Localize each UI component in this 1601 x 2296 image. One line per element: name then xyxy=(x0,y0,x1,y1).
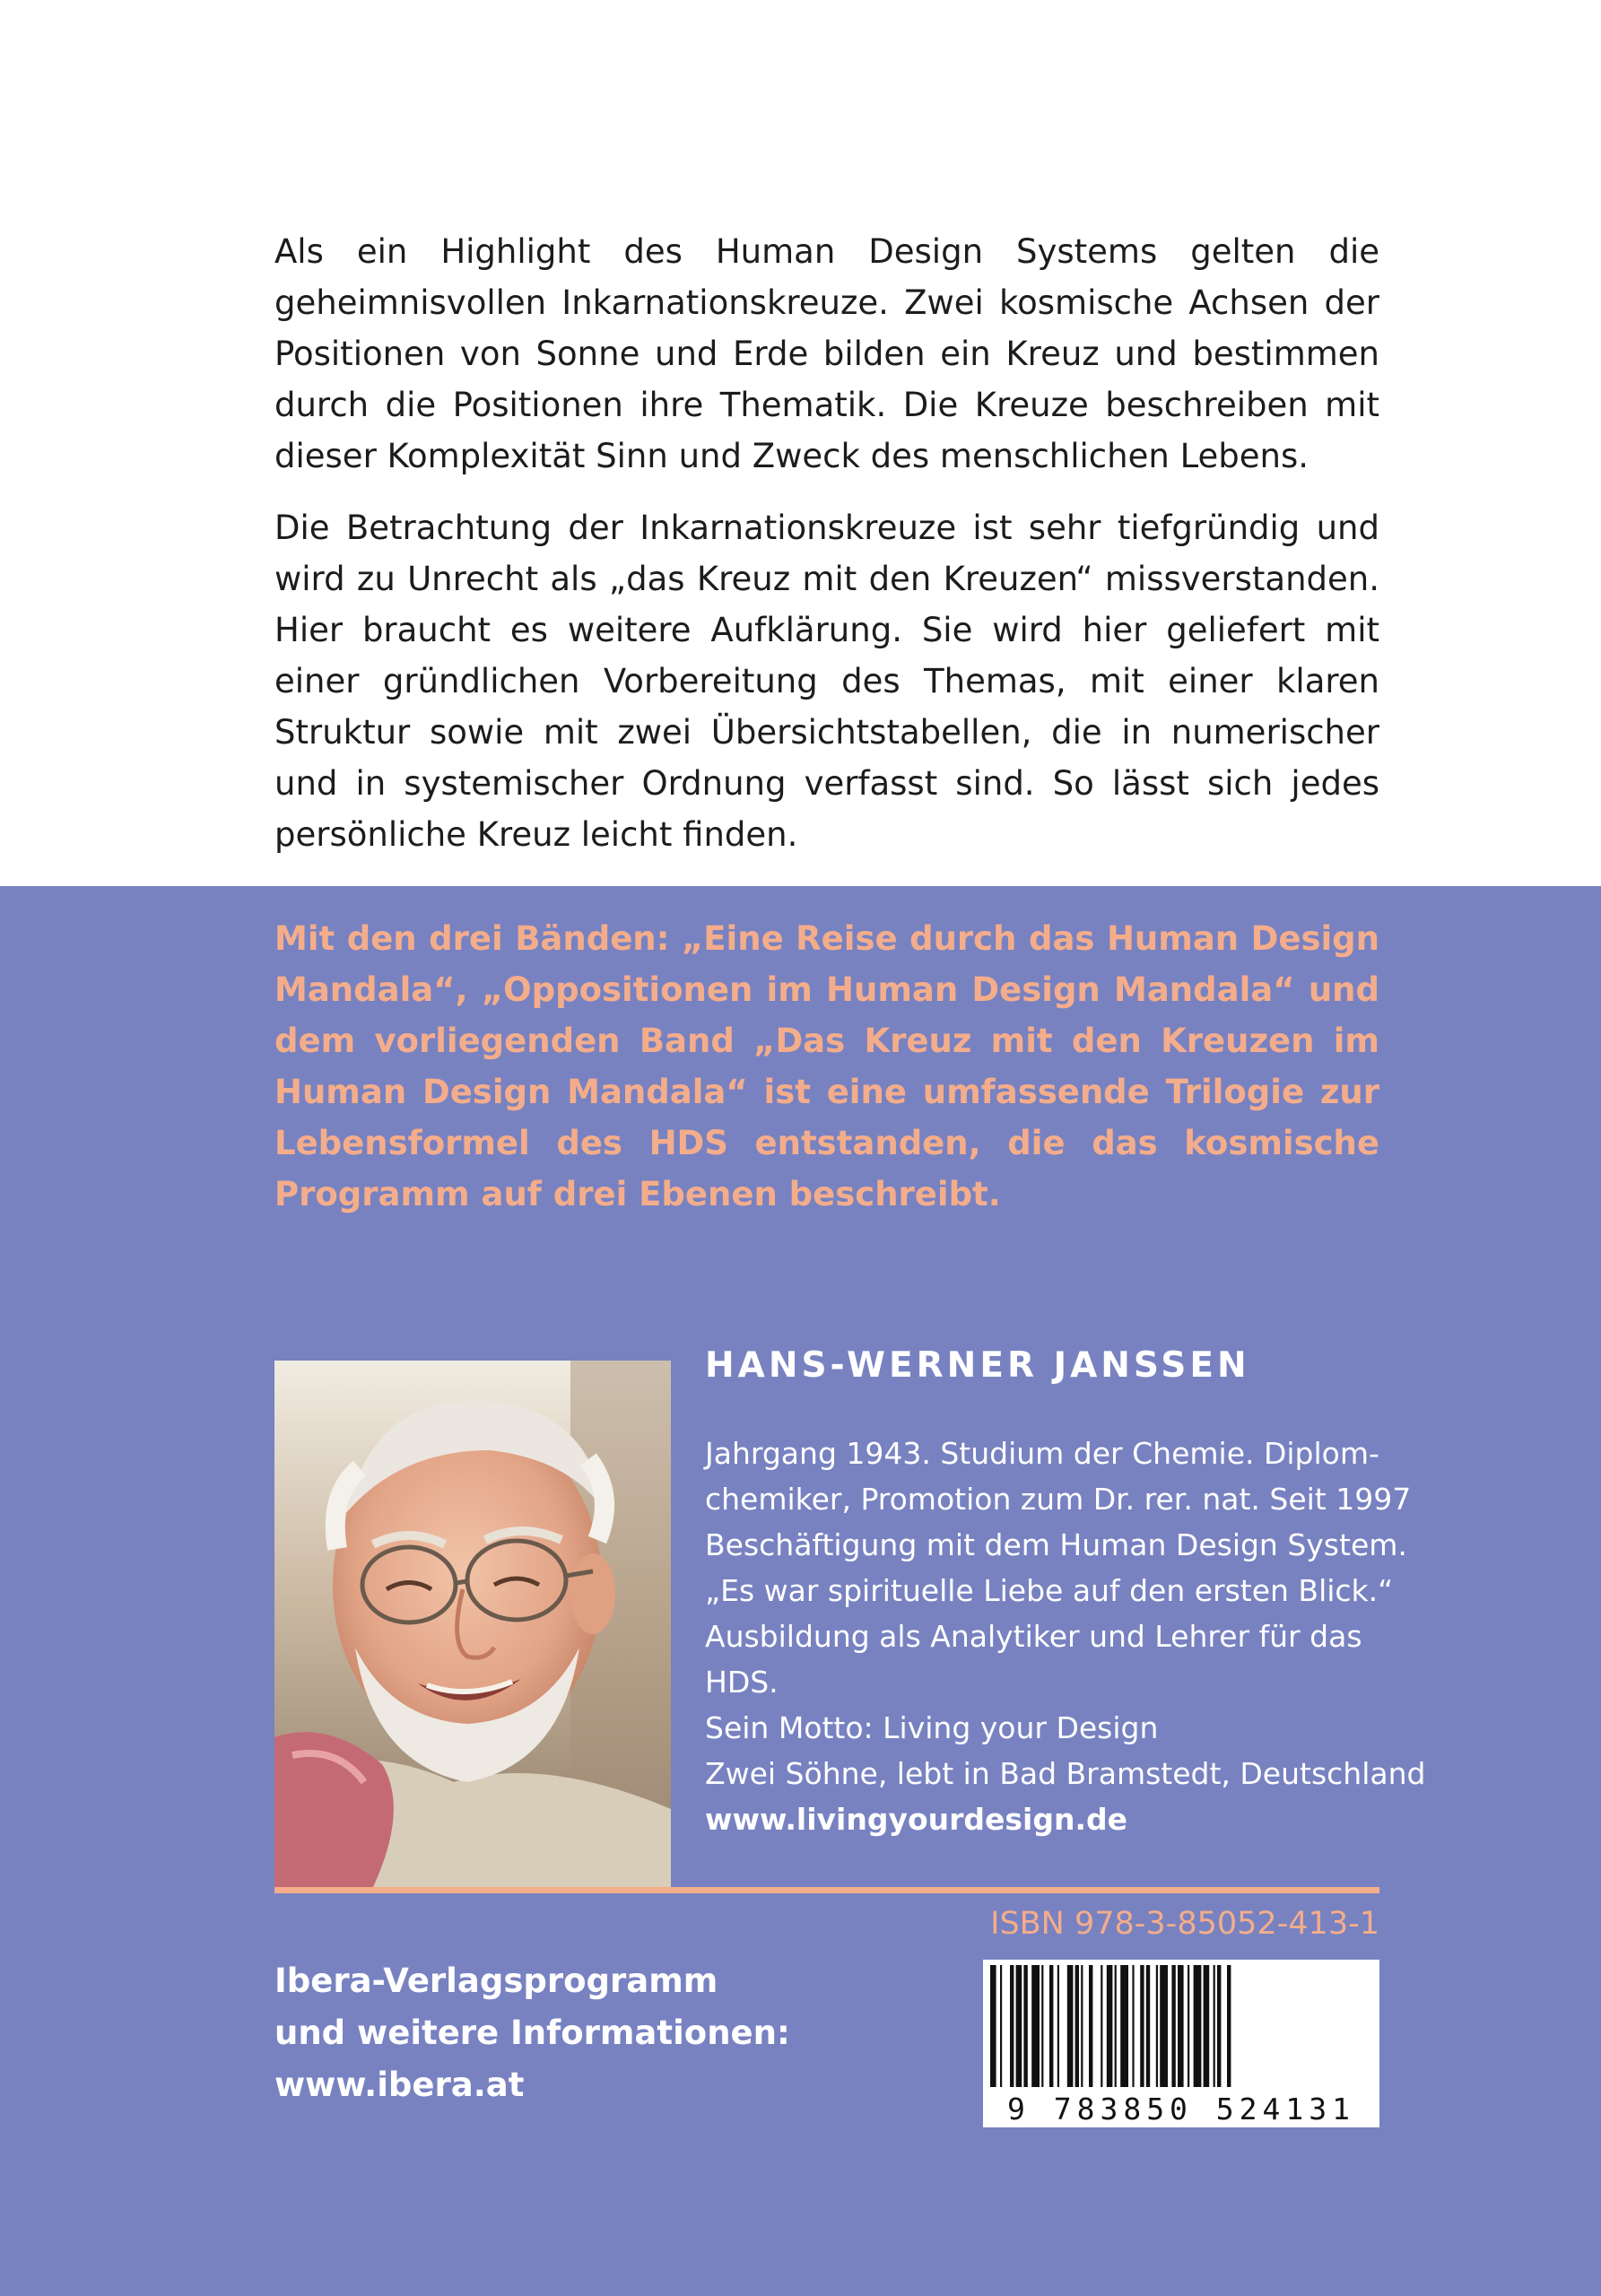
author-bio xyxy=(705,1431,1426,1842)
barcode-bar xyxy=(1194,1965,1202,2087)
author-photo xyxy=(274,1361,671,1887)
trilogy-paragraph: Mit den drei Bänden: „Eine Reise durch das Human Design Mandala“, „Oppositionen im Human Design Mandala“ und dem vorliegenden Band „Das Kreuz mit den Kreuzen im Human Design Mandala“ ist eine umfassende Trilogie zur Lebensformel des HDS entstanden, die das kosmische Programm auf drei Ebenen beschreibt. xyxy=(274,919,1379,1213)
author-bio-line: „Es war spirituelle Liebe auf den ersten Blick.“ xyxy=(705,1573,1394,1608)
publisher-website-link[interactable]: www.ibera.at xyxy=(274,2066,525,2104)
author-bio-line: HDS. xyxy=(705,1665,779,1700)
barcode-bar xyxy=(1067,1965,1074,2087)
author-bio-line: Jahrgang 1943. Studium der Chemie. Diplom- xyxy=(705,1436,1379,1471)
barcode-bar xyxy=(1132,1965,1134,2087)
intro-paragraph-1: Als ein Highlight des Human Design Systems gelten die geheimnisvollen Inkarnationskreuze. Zwei kosmische Achsen der Positionen von Sonne und Erde bilden ein Kreuz und bestimmen durch die Positionen ihre Thematik. Die Kreuze beschreiben mit dieser Komplexität Sinn und Zweck des menschlichen Lebens. xyxy=(274,232,1379,475)
barcode-bars xyxy=(983,1960,1379,2090)
barcode-bar xyxy=(1204,1965,1210,2087)
isbn-label: ISBN 978-3-85052-413-1 xyxy=(990,1906,1379,1942)
author-bio-line: Sein Motto: Living your Design xyxy=(705,1710,1159,1745)
author-website-link[interactable]: www.livingyourdesign.de xyxy=(705,1802,1128,1837)
isbn-barcode xyxy=(983,1960,1379,2127)
barcode-bar xyxy=(1000,1965,1002,2087)
barcode-bar xyxy=(1140,1965,1144,2087)
barcode-bar xyxy=(1217,1965,1221,2087)
author-name: HANS-WERNER JANSSEN xyxy=(705,1345,1250,1386)
barcode-bar xyxy=(1081,1965,1083,2087)
barcode-bar xyxy=(1016,1965,1022,2087)
publisher-info xyxy=(274,1955,790,2111)
barcode-bar xyxy=(1120,1965,1128,2087)
publisher-line-2: und weitere Informationen: xyxy=(274,2013,790,2052)
barcode-bar xyxy=(1049,1965,1053,2087)
section-divider xyxy=(274,1887,1379,1893)
barcode-bar xyxy=(1171,1965,1175,2087)
cover-top-section xyxy=(0,0,1601,886)
barcode-bar xyxy=(1031,1965,1040,2087)
barcode-bar xyxy=(1010,1965,1014,2087)
barcode-bar xyxy=(1227,1965,1231,2087)
barcode-digits: 9 783850 524131 xyxy=(1006,2092,1355,2126)
author-bio-line: Zwei Söhne, lebt in Bad Bramstedt, Deutschland xyxy=(705,1756,1426,1791)
barcode-bar xyxy=(1160,1965,1168,2087)
intro-paragraph-2: Die Betrachtung der Inkarnationskreuze ist sehr tiefgründig und wird zu Unrecht als „das Kreuz mit den Kreuzen“ missverstanden. Hier braucht es weitere Aufklärung. Sie wird hier geliefert mit einer gründlichen Vorbereitung des Themas, mit einer klaren Struktur sowie mit zwei Übersichtstabellen, die in numerischer und in systemischer Ordnung verfasst sind. So lässt sich jedes persönliche Kreuz leicht finden. xyxy=(274,509,1379,854)
publisher-line-1: Ibera-Verlagsprogramm xyxy=(274,1961,718,2000)
barcode-bar xyxy=(1214,1965,1215,2087)
author-bio-line: chemiker, Promotion zum Dr. rer. nat. Seit 1997 xyxy=(705,1482,1412,1517)
barcode-bar xyxy=(1188,1965,1189,2087)
author-portrait-illustration xyxy=(274,1361,671,1887)
barcode-bar xyxy=(1146,1965,1150,2087)
barcode-bar xyxy=(1089,1965,1092,2087)
barcode-bar xyxy=(1023,1965,1027,2087)
barcode-bar xyxy=(1057,1965,1059,2087)
barcode-bar xyxy=(1107,1965,1113,2087)
barcode-bar xyxy=(1075,1965,1079,2087)
barcode-bar xyxy=(1178,1965,1184,2087)
author-bio-line: Beschäftigung mit dem Human Design System. xyxy=(705,1527,1407,1562)
barcode-bar xyxy=(1115,1965,1117,2087)
author-bio-line: Ausbildung als Analytiker und Lehrer für das xyxy=(705,1619,1362,1654)
barcode-bar xyxy=(1156,1965,1158,2087)
barcode-bar xyxy=(1101,1965,1102,2087)
barcode-bar xyxy=(1041,1965,1043,2087)
barcode-bar xyxy=(990,1965,996,2087)
